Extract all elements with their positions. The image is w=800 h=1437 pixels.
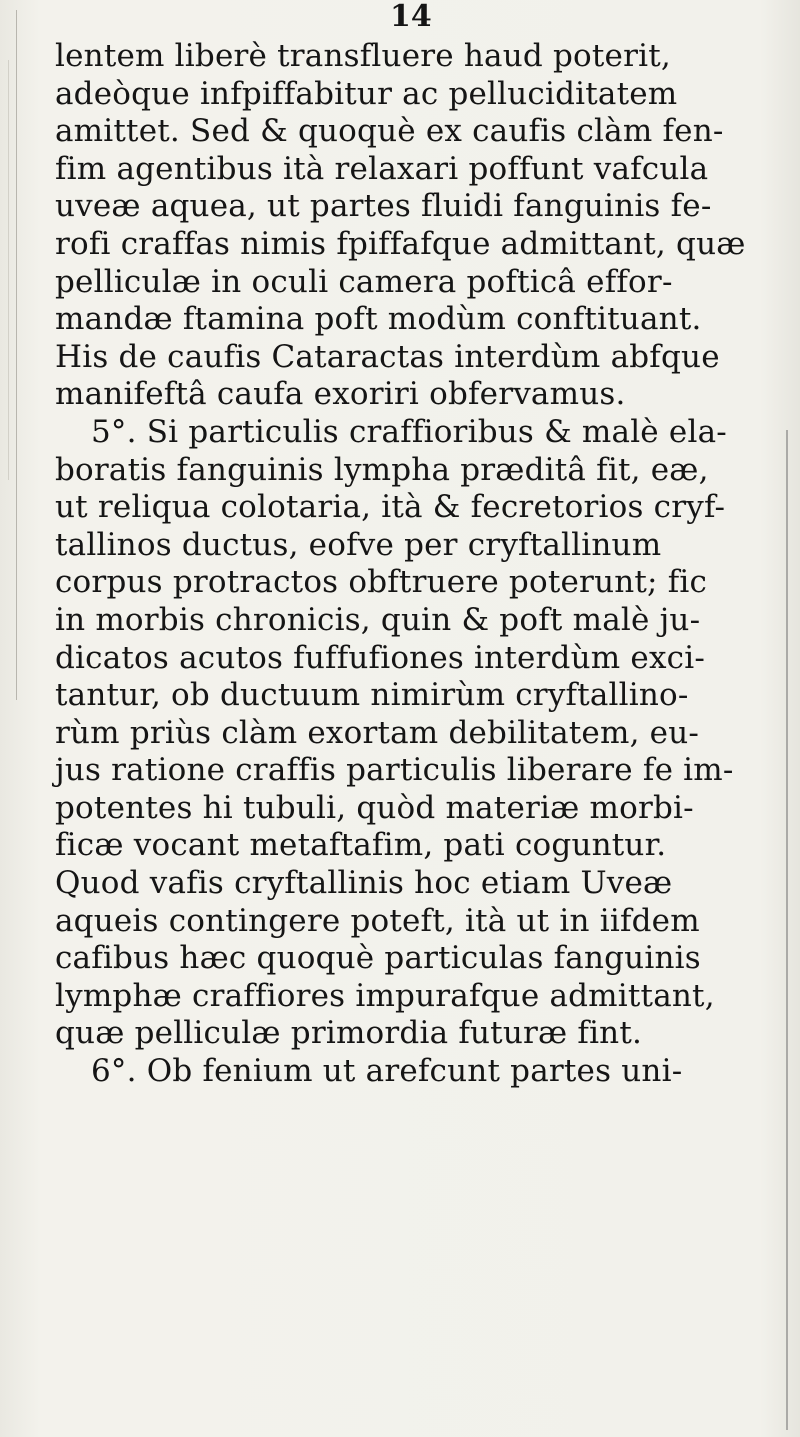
- text-line: rùm priùs clàm exortam debilitatem, eu-: [55, 714, 700, 751]
- text-line: lymphæ craffiores impurafque admittant,: [55, 977, 715, 1014]
- text-line: boratis fanguinis lympha præditâ fit, eæ,: [55, 451, 709, 488]
- text-line: potentes hi tubuli, quòd materiæ morbi-: [55, 789, 694, 826]
- text-line: cafibus hæc quoquè particulas fanguinis: [55, 940, 701, 977]
- left-margin-rule: [16, 10, 17, 700]
- text-line: corpus protractos obftruere poterunt; fic: [55, 564, 708, 601]
- text-line: ut reliqua colotaria, ità & fecretorios cryf-: [55, 489, 726, 526]
- text-line: tantur, ob ductuum nimirùm cryftallino-: [55, 677, 689, 714]
- paragraph-start-line: 6°. Ob fenium ut arefcunt partes uni-: [91, 1053, 683, 1090]
- text-line: adeòque infpiffabitur ac pelluciditatem: [55, 75, 678, 112]
- text-line: aqueis contingere poteft, ità ut in iifdem: [55, 902, 700, 939]
- text-line: amittet. Sed & quoquè ex caufis clàm fen-: [55, 113, 724, 150]
- text-line: in morbis chronicis, quin & poft malè ju-: [55, 601, 701, 638]
- text-line: uveæ aquea, ut partes fluidi fanguinis fe-: [55, 188, 712, 225]
- text-line: Quod vafis cryftallinis hoc etiam Uveæ: [55, 865, 673, 902]
- text-line: lentem liberè transfluere haud poterit,: [55, 38, 671, 74]
- right-binding-edge: [786, 430, 788, 1430]
- text-line: jus ratione craffis particulis liberare fe im-: [55, 752, 734, 789]
- text-line: fim agentibus ità relaxari poffunt vafcula: [55, 150, 709, 187]
- text-line: rofi craffas nimis fpiffafque admittant, quæ: [55, 225, 746, 262]
- text-line: manifeftâ caufa exoriri obfervamus.: [55, 376, 626, 413]
- text-line: tallinos ductus, eofve per cryftallinum: [55, 526, 662, 563]
- text-line: His de caufis Cataractas interdùm abfque: [55, 338, 720, 375]
- text-line: pelliculæ in oculi camera pofticâ effor-: [55, 263, 673, 300]
- text-line: mandæ ftamina poft modùm conftituant.: [55, 301, 702, 338]
- left-margin-shadow: [8, 60, 9, 480]
- page-number: 14: [390, 0, 432, 34]
- body-text: [55, 38, 783, 1091]
- paragraph-start-line: 5°. Si particulis craffioribus & malè ela-: [91, 413, 727, 450]
- text-line: ficæ vocant metaftafim, pati coguntur.: [55, 827, 667, 864]
- text-line: quæ pelliculæ primordia futuræ fint.: [55, 1015, 643, 1052]
- text-line: dicatos acutos fuffufiones interdùm exci-: [55, 639, 705, 676]
